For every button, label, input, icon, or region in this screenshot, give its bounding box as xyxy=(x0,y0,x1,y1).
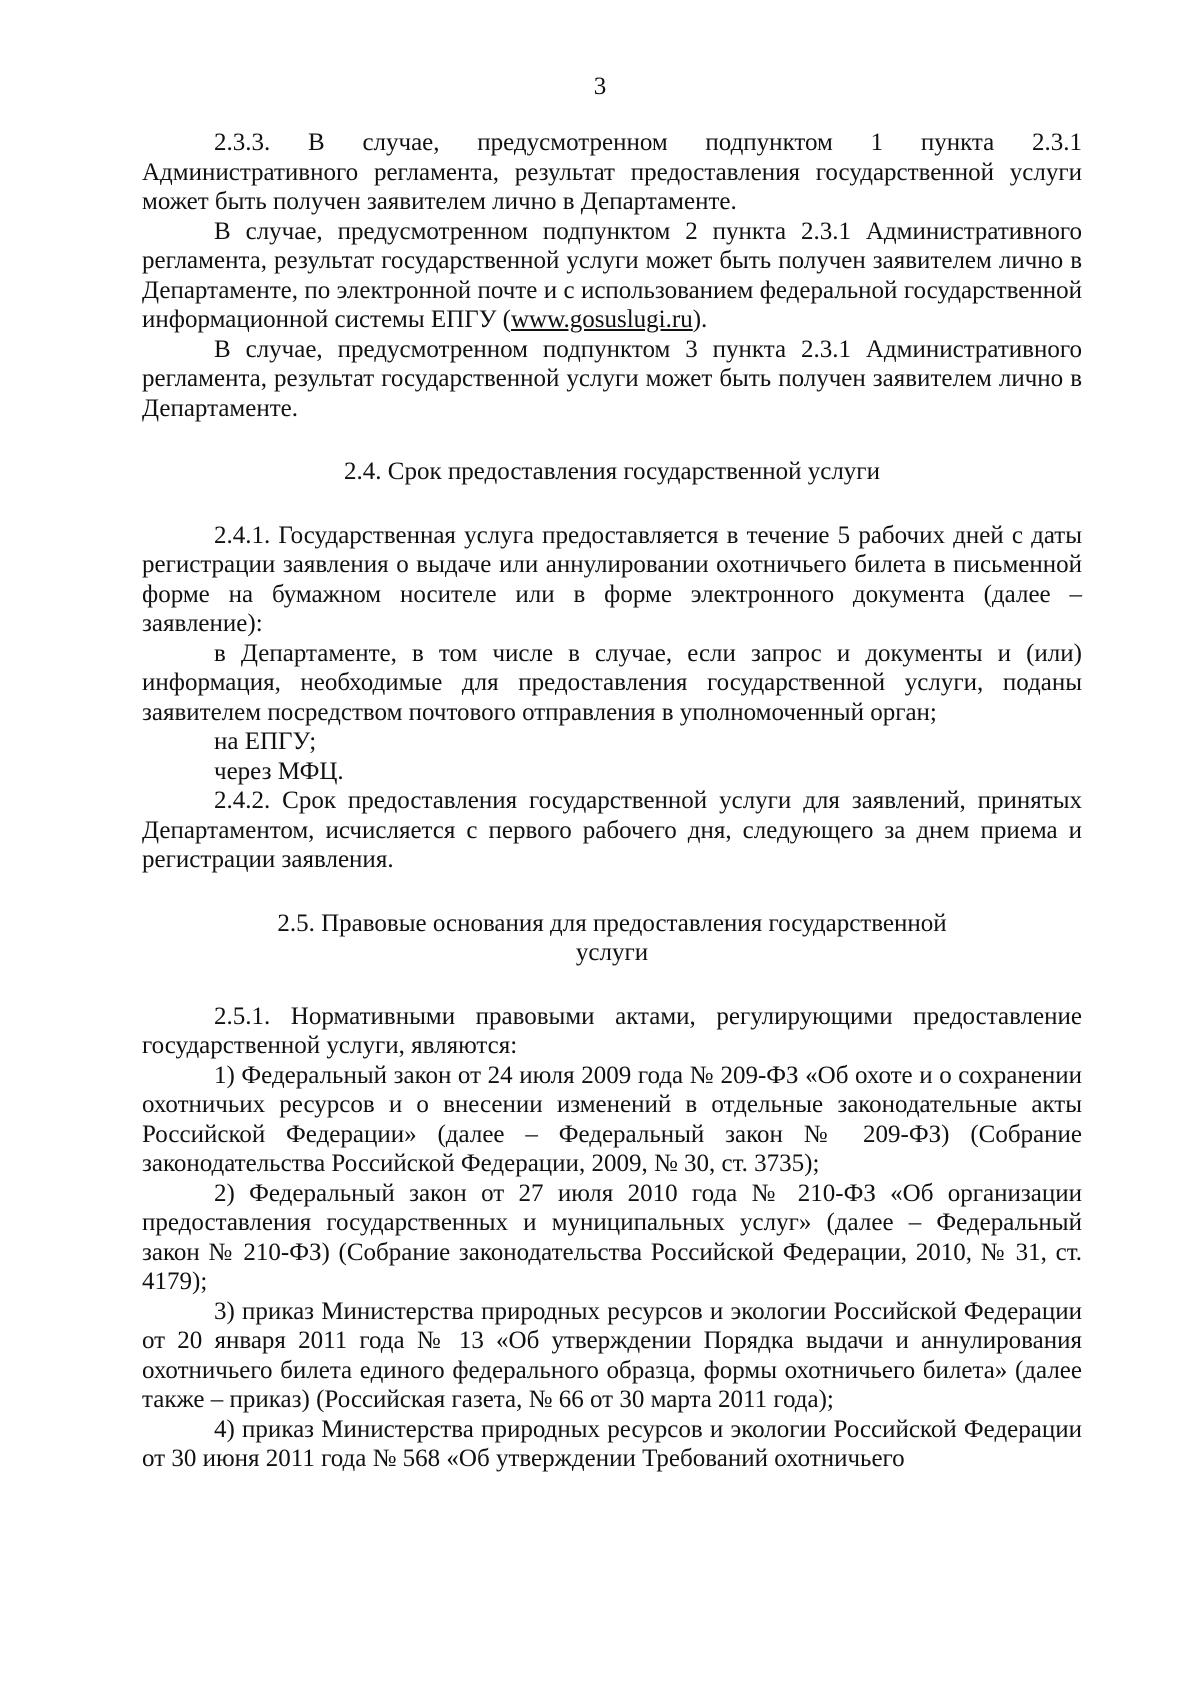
link-closing: ). xyxy=(692,306,708,333)
paragraph-result-subpoint-3: В случае, предусмотренном подпунктом 3 пункта 2.3.1 Административного регламента, результат государственной услуги может быть получен заявителем лично в Департаменте. xyxy=(142,335,1082,422)
document-body xyxy=(142,128,1082,1474)
list-item-law-209: 1) Федеральный закон от 24 июля 2009 года № 209-ФЗ «Об охоте и о сохранении охотничьих ресурсов и о внесении изменений в отдельные законодательные акты Российской Федерации» (далее – Федеральный закон № 209-ФЗ) (Собрание законодательства Российской Федерации, 2009, № 30, ст. 3735); xyxy=(142,1061,1082,1177)
section-heading-2-5: 2.5. Правовые основания для предоставления государственной услуги xyxy=(277,909,947,966)
paragraph-2-4-2: 2.4.2. Срок предоставления государственной услуги для заявлений, принятых Департаментом, исчисляется с первого рабочего дня, следующего за днем приема и регистрации заявления. xyxy=(142,787,1082,873)
section-heading-2-4: 2.4. Срок предоставления государственной услуги xyxy=(344,458,880,485)
list-item-order-568: 4) приказ Министерства природных ресурсов и экологии Российской Федерации от 30 июня 2011 года № 568 «Об утверждении Требований охотничьего xyxy=(142,1415,1082,1472)
paragraph-result-subpoint-2-text: В случае, предусмотренном подпунктом 2 пункта 2.3.1 Административного регламента, результат государственной услуги может быть получен заявителем лично в Департаменте, по электронной почте и с использованием федеральной государственной информационной системы ЕПГУ ( xyxy=(142,217,1082,333)
paragraph-2-4-1: 2.4.1. Государственная услуга предоставляется в течение 5 рабочих дней с даты регистрации заявления о выдаче или аннулировании охотничьего билета в письменной форме на бумажном носителе или в форме электронного документа (далее – заявление): xyxy=(142,521,1082,637)
paragraph-epgu: на ЕПГУ; xyxy=(214,728,317,755)
paragraph-2-5-1: 2.5.1. Нормативными правовыми актами, регулирующими предоставление государственной услуги, являются: xyxy=(142,1002,1082,1059)
paragraph-2-3-3: 2.3.3. В случае, предусмотренном подпунктом 1 пункта 2.3.1 Административного регламента, результат предоставления государственной услуги может быть получен заявителем лично в Департаменте. xyxy=(142,129,1082,215)
paragraph-mfc: через МФЦ. xyxy=(214,757,344,785)
page-number: 3 xyxy=(593,73,607,100)
paragraph-result-subpoint-2 xyxy=(142,217,1082,335)
paragraph-department: в Департаменте, в том числе в случае, если запрос и документы и (или) информация, необходимые для предоставления государственной услуги, поданы заявителем посредством почтового отправления в уполномоченный орган; xyxy=(142,639,1082,726)
gosuslugi-link[interactable]: www.gosuslugi.ru xyxy=(510,306,693,333)
list-item-law-210: 2) Федеральный закон от 27 июля 2010 года № 210-ФЗ «Об организации предоставления государственных и муниципальных услуг» (далее – Федеральный закон № 210-ФЗ) (Собрание законодательства Российской Федерации, 2010, № 31, ст. 4179); xyxy=(142,1179,1082,1295)
list-item-order-13: 3) приказ Министерства природных ресурсов и экологии Российской Федерации от 20 января 2011 года № 13 «Об утверждении Порядка выдачи и аннулирования охотничьего билета единого федерального образца, формы охотничьего билета» (далее также – приказ) (Российская газета, № 66 от 30 марта 2011 года); xyxy=(142,1297,1082,1413)
